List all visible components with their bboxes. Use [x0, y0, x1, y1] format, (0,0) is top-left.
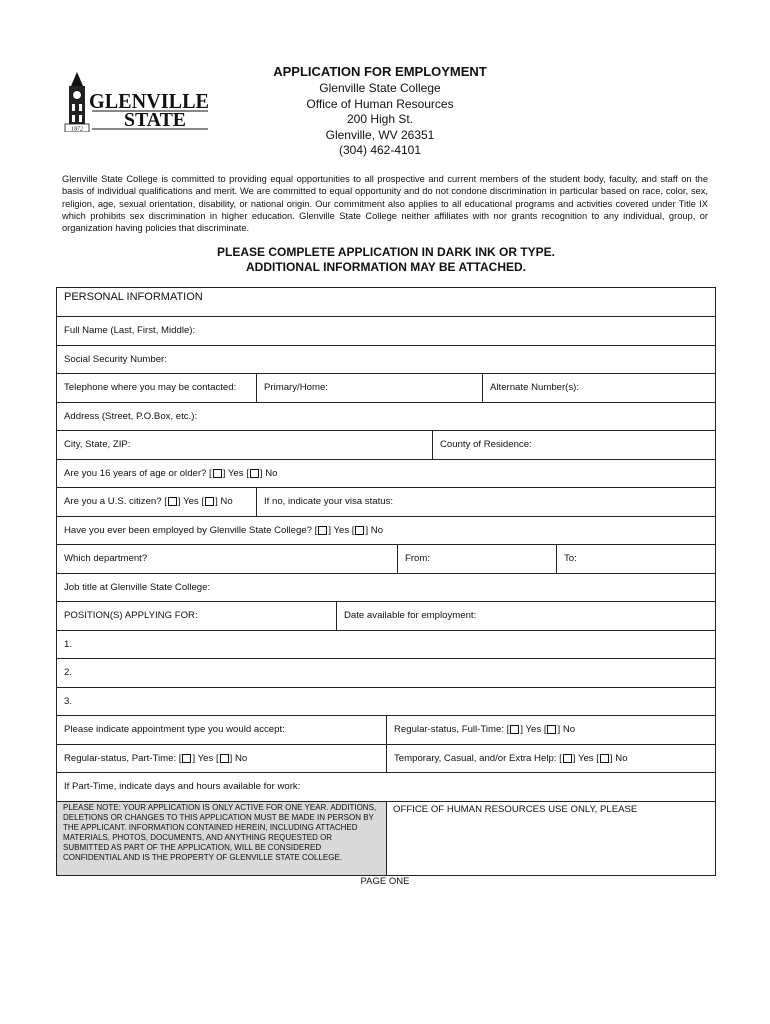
- svg-text:1872: 1872: [71, 126, 83, 132]
- instruction-line: PLEASE COMPLETE APPLICATION IN DARK INK OR TYPE.: [216, 245, 556, 259]
- visa-status-field[interactable]: If no, indicate your visa status:: [256, 488, 715, 516]
- part-time-row: [57, 745, 715, 774]
- age-row: [57, 460, 715, 489]
- job-title-row[interactable]: [57, 574, 715, 603]
- clock-tower-icon: [69, 72, 85, 128]
- application-form: [56, 287, 716, 876]
- age-no-checkbox[interactable]: [250, 469, 259, 478]
- glenville-state-logo: [62, 70, 212, 132]
- page-label: PAGE ONE: [360, 876, 410, 887]
- position-row[interactable]: [57, 659, 715, 688]
- job-title-field[interactable]: Job title at Glenville State College:: [64, 581, 211, 593]
- age-question: [57, 460, 715, 488]
- street-address: 200 High St.: [346, 112, 414, 126]
- from-date-field[interactable]: From:: [397, 545, 556, 573]
- position-3-field[interactable]: 3.: [64, 695, 73, 707]
- date-available-field[interactable]: Date available for employment:: [336, 602, 715, 630]
- phone-number: (304) 462-4101: [338, 143, 422, 157]
- part-time-no-checkbox[interactable]: [220, 754, 229, 763]
- part-time-option: [57, 745, 386, 773]
- yes-label: ] Yes [: [177, 496, 205, 508]
- temporary-option: [386, 745, 715, 773]
- telephone-label: Telephone where you may be contacted:: [64, 382, 237, 394]
- positions-heading: POSITION(S) APPLYING FOR:: [64, 610, 198, 622]
- positions-row: [57, 602, 715, 631]
- form-header: [200, 64, 560, 159]
- age-yes-checkbox[interactable]: [213, 469, 222, 478]
- instruction-line: ADDITIONAL INFORMATION MAY BE ATTACHED.: [246, 260, 526, 274]
- no-label: ] No: [609, 752, 628, 764]
- citizen-yes-checkbox[interactable]: [168, 497, 177, 506]
- to-date-field[interactable]: To:: [556, 545, 715, 573]
- no-label: ] No: [365, 524, 384, 536]
- telephone-row: [57, 374, 715, 403]
- department-field[interactable]: Which department?: [64, 553, 148, 565]
- office-use-only-box: OFFICE OF HUMAN RESOURCES USE ONLY, PLEASE: [386, 802, 715, 875]
- position-2-field[interactable]: 2.: [64, 667, 73, 679]
- college-name: Glenville State College: [319, 81, 441, 95]
- appointment-type-row: [57, 716, 715, 745]
- bottom-section: [57, 802, 715, 876]
- instructions: [56, 245, 716, 275]
- yes-label: ] Yes [: [192, 752, 219, 764]
- svg-text:GLENVILLE: GLENVILLE: [89, 89, 209, 113]
- position-1-field[interactable]: 1.: [64, 638, 73, 650]
- full-time-no-checkbox[interactable]: [547, 725, 556, 734]
- yes-label: ] Yes [: [222, 467, 249, 479]
- appointment-type-label: Please indicate appointment type you would accept:: [64, 724, 285, 736]
- no-label: ] No: [215, 496, 233, 508]
- equal-opportunity-statement: Glenville State College is committed to providing equal opportunities to all prospective and current members of the student body, faculty, and staff on the basis of individual qualifications and merit. We are committed to equal opportunity and do not condone discrimination in particular based on race, color, sex, religion, age, sexual orientation, disability, or national origin. Our commitment also applies to all educational programs and activities covered under Title IX which prohibits sex discrimination in higher education. Glenville State College neither affiliates with nor grants recognition to any individual, group, or organization having policies that discriminate.: [62, 174, 708, 234]
- full-name-row[interactable]: [57, 317, 715, 346]
- city-address: Glenville, WV 26351: [325, 127, 435, 142]
- no-label: ] No: [557, 724, 576, 736]
- employed-row: [57, 517, 715, 546]
- no-label: ] No: [259, 467, 278, 479]
- address-field[interactable]: Address (Street, P.O.Box, etc.):: [64, 410, 198, 422]
- full-name-field[interactable]: Full Name (Last, First, Middle):: [64, 325, 196, 337]
- position-row[interactable]: [57, 631, 715, 660]
- form-title: APPLICATION FOR EMPLOYMENT: [273, 64, 487, 79]
- employed-no-checkbox[interactable]: [355, 526, 364, 535]
- section-header-row: [57, 288, 715, 317]
- yes-label: ] Yes [: [328, 524, 355, 536]
- svg-text:STATE: STATE: [124, 109, 186, 131]
- alternate-phone-field[interactable]: Alternate Number(s):: [482, 374, 715, 402]
- temporary-no-checkbox[interactable]: [600, 754, 609, 763]
- office-name: Office of Human Resources: [306, 96, 454, 111]
- citizen-question-label: Are you a U.S. citizen? [: [64, 496, 167, 508]
- temporary-label: Temporary, Casual, and/or Extra Help: [: [394, 752, 562, 764]
- citizen-question: [57, 488, 256, 516]
- full-time-option: [386, 716, 715, 744]
- please-note-box: PLEASE NOTE: YOUR APPLICATION IS ONLY ACTIVE FOR ONE YEAR. ADDITIONS, DELETIONS OR CHANGES TO THIS APPLICATION MUST BE MADE IN PERSON BY THE APPLICANT. INFORMATION CONTAINED HEREIN, INCLUDING ATTACHED MATERIALS, PHOTOS, DOCUMENTS, AND ANYTHING REQUESTED OR SUBMITTED AS PART OF THE APPLICATION, WILL BE CONSIDERED CONFIDENTIAL AND IS THE PROPERTY OF GLENVILLE STATE COLLEGE.: [57, 802, 386, 875]
- temporary-yes-checkbox[interactable]: [563, 754, 572, 763]
- department-row: [57, 545, 715, 574]
- citizen-no-checkbox[interactable]: [205, 497, 214, 506]
- part-time-days-field[interactable]: If Part-Time, indicate days and hours available for work:: [64, 781, 301, 793]
- city-row: [57, 431, 715, 460]
- employed-question-label: Have you ever been employed by Glenville State College? [: [64, 524, 318, 536]
- full-time-yes-checkbox[interactable]: [510, 725, 519, 734]
- city-state-zip-field[interactable]: City, State, ZIP:: [64, 439, 131, 451]
- ssn-field[interactable]: Social Security Number:: [64, 353, 167, 365]
- age-question-label: Are you 16 years of age or older? [: [64, 467, 212, 479]
- ssn-row[interactable]: [57, 346, 715, 375]
- yes-label: ] Yes [: [520, 724, 547, 736]
- citizen-row: [57, 488, 715, 517]
- no-label: ] No: [229, 752, 248, 764]
- address-row[interactable]: [57, 403, 715, 432]
- employed-yes-checkbox[interactable]: [318, 526, 327, 535]
- part-time-yes-checkbox[interactable]: [182, 754, 191, 763]
- employed-question: [57, 517, 715, 545]
- position-row[interactable]: [57, 688, 715, 717]
- personal-information-heading: PERSONAL INFORMATION: [64, 291, 203, 303]
- county-field[interactable]: County of Residence:: [432, 431, 715, 459]
- part-time-days-row[interactable]: [57, 773, 715, 802]
- primary-phone-field[interactable]: Primary/Home:: [256, 374, 482, 402]
- part-time-label: Regular-status, Part-Time: [: [64, 752, 182, 764]
- full-time-label: Regular-status, Full-Time: [: [394, 724, 510, 736]
- yes-label: ] Yes [: [572, 752, 599, 764]
